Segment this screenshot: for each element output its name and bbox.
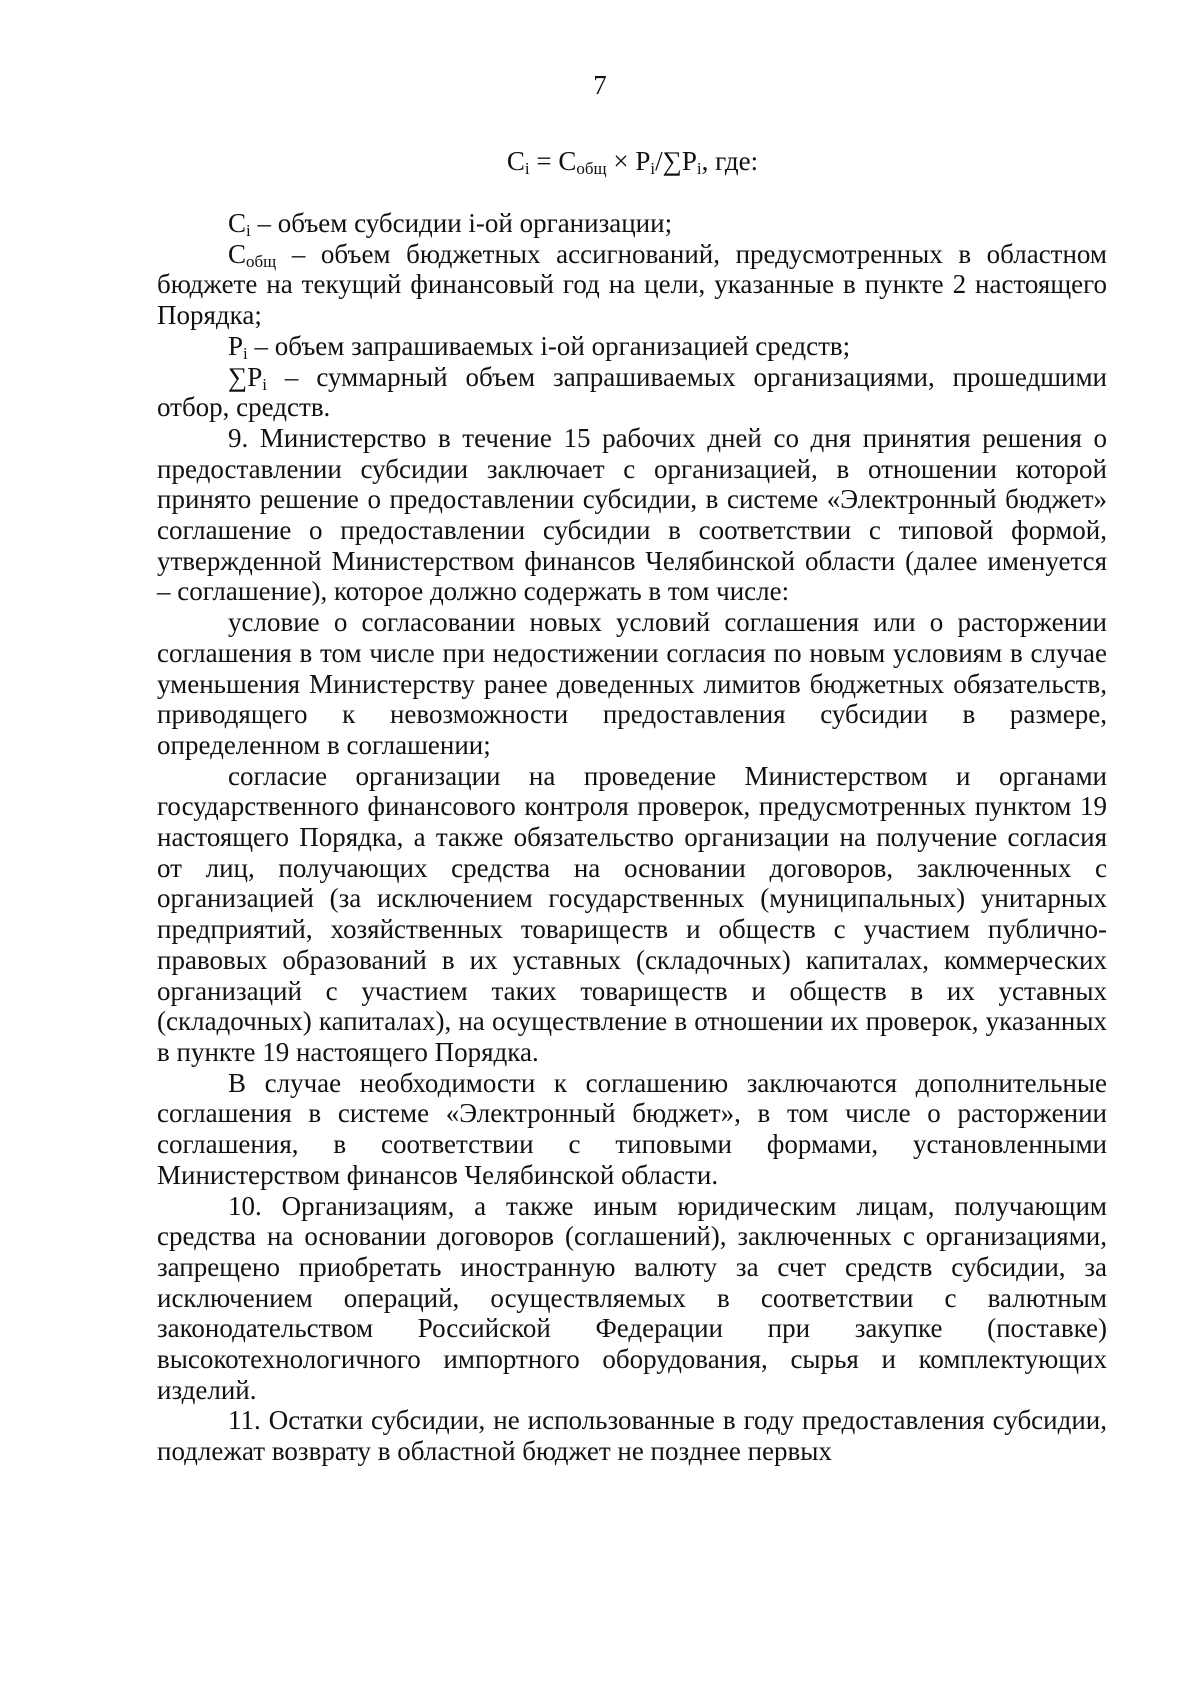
formula-pi-subscript: i <box>650 159 656 178</box>
formula-sumpi-symbol: P <box>681 146 697 176</box>
definition-cobsh-subscript: общ <box>246 251 277 271</box>
definition-sumpi-symbol: ∑P <box>228 361 263 392</box>
formula-cobsh-symbol: C <box>558 146 577 176</box>
definition-cobsh <box>157 239 1107 331</box>
definition-pi-symbol: P <box>228 330 244 361</box>
paragraph-condition: условие о согласовании новых условий соглашения или о расторжении соглашения в том числе при недостижении согласия по новым условиям в случае уменьшения Министерству ранее доведенных лимитов бюджетных обязательств, приводящего к невозможности предоставления субсидии в размере, определенном в соглашении; <box>157 607 1107 760</box>
definition-cobsh-symbol: C <box>228 238 247 269</box>
formula-cobsh-subscript: общ <box>576 159 607 178</box>
formula-sumpi-subscript: i <box>696 159 702 178</box>
paragraph-10: 10. Организациям, а также иным юридическим лицам, получающим средства на основании договоров (соглашений), заключенных с организациями, запрещено приобретать иностранную валюту за счет средств субсидии, за исключением операций, осуществляемых в соответствии с валютным законодательством Российской Федерации при закупке (поставке) высокотехнологичного импортного оборудования, сырья и комплектующих изделий. <box>157 1190 1107 1405</box>
definition-ci-symbol: C <box>228 208 247 238</box>
definition-ci-subscript: i <box>246 221 251 240</box>
definition-ci-text: – объем субсидии i-ой организации; <box>250 208 673 238</box>
definition-sumpi-text: – суммарный объем запрашиваемых организациями, прошедшими отбор, средств. <box>157 361 1107 423</box>
definition-pi-subscript: i <box>243 343 248 363</box>
formula-ci-subscript: i <box>524 159 530 178</box>
formula-equals: = <box>529 146 559 176</box>
document-body <box>157 208 1107 1467</box>
definition-sumpi-subscript: i <box>262 374 267 394</box>
formula-slash-sum: /∑ <box>655 146 682 176</box>
formula-where: , где: <box>701 146 759 176</box>
definition-sumpi <box>157 362 1107 423</box>
paragraph-11: 11. Остатки субсидии, не использованные в году предоставления субсидии, подлежат возврату в областной бюджет не позднее первых <box>157 1405 1107 1467</box>
paragraph-consent: согласие организации на проведение Министерством и органами государственного финансового контроля проверок, предусмотренных пунктом 19 настоящего Порядка, а также обязательство организации на получение согласия от лиц, получающих средства на основании договоров, заключенных с организацией (за исключением государственных (муниципальных) унитарных предприятий, хозяйственных товариществ и обществ с участием публично-правовых образований в их уставных (складочных) капиталах, коммерческих организаций с участием таких товариществ и обществ в их уставных (складочных) капиталах), на осуществление в отношении их проверок, указанных в пункте 19 настоящего Порядка. <box>157 760 1107 1067</box>
definition-ci <box>157 208 1107 239</box>
paragraph-9: 9. Министерство в течение 15 рабочих дней со дня принятия решения о предоставлении субсидии заключает с организацией, в отношении которой принято решение о предоставлении субсидии, в системе «Электронный бюджет» соглашение о предоставлении субсидии в соответствии с типовой формой, утвержденной Министерством финансов Челябинской области (далее именуется – соглашение), которое должно содержать в том числе: <box>157 422 1107 607</box>
page-number: 7 <box>593 70 607 100</box>
definition-cobsh-text: – объем бюджетных ассигнований, предусмотренных в областном бюджете на текущий финансовый год на цели, указанные в пункте 2 настоящего Порядка; <box>157 238 1107 331</box>
formula-times: × <box>606 146 636 176</box>
definition-pi <box>157 331 1107 362</box>
definition-pi-text: – объем запрашиваемых i-ой организацией средств; <box>247 330 851 361</box>
subsidy-formula <box>0 146 1200 177</box>
formula-pi-symbol: P <box>635 146 651 176</box>
paragraph-additional-agreements: В случае необходимости к соглашению заключаются дополнительные соглашения в системе «Электронный бюджет», в том числе о расторжении соглашения, в соответствии с типовыми формами, установленными Министерством финансов Челябинской области. <box>157 1067 1107 1190</box>
formula-ci-symbol: C <box>506 146 525 176</box>
